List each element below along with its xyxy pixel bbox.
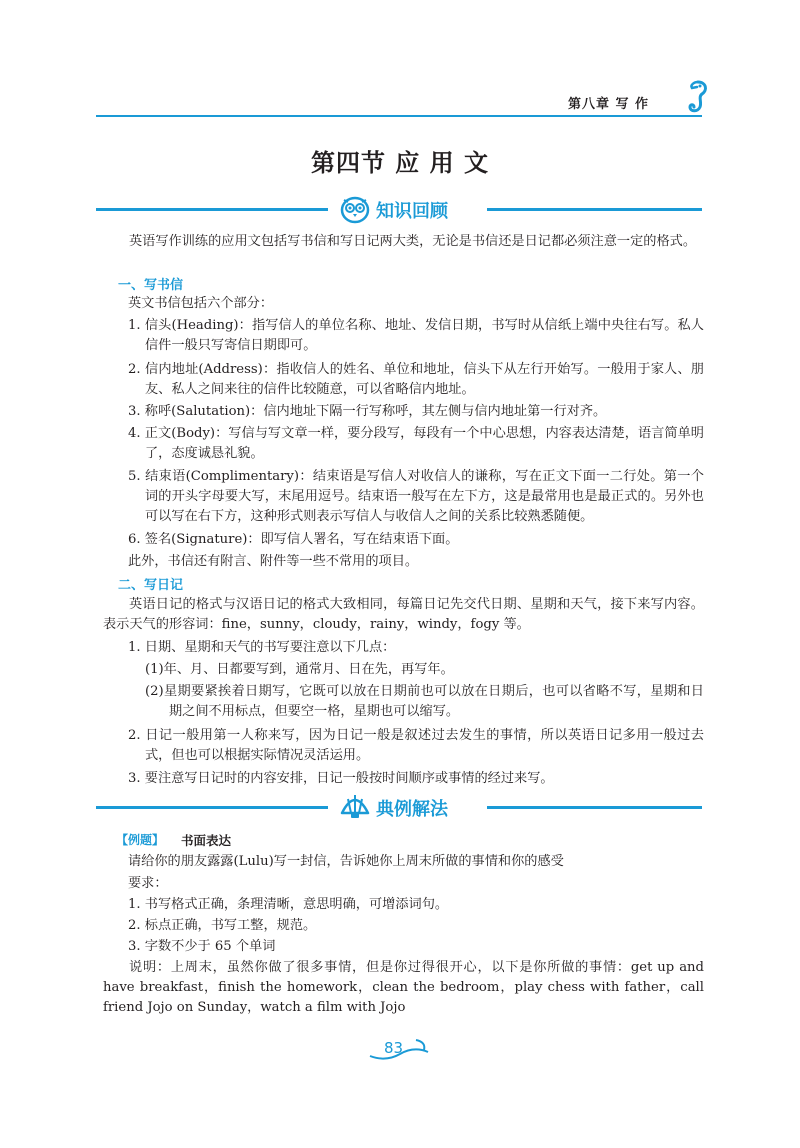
chapter-label: 第八章 写 作 [568,97,650,112]
banner-title-examples: 典例解法 [376,799,448,820]
letters-note: 此外，书信还有附言、附件等一些不常用的项目。 [128,554,419,569]
diary-lead: 英语日记的格式与汉语日记的格式大致相同，每篇日记先交代日期、星期和天气，接下来写内容。表示天气的形容词：fine，sunny，cloudy，rainy，windy，fogy 等。 [103,597,704,632]
letters-heading: 一、写书信 [118,278,184,293]
letters-item-4: 4. 正文(Body)：写信与写文章一样，要分段写，每段有一个中心思想，内容表达清楚，语言简单明了，态度诚恳礼貌。 [128,426,704,461]
letters-item-6: 6. 签名(Signature)：即写信人署名，写在结束语下面。 [128,532,459,547]
example-prompt: 请给你的朋友露露(Lulu)写一封信，告诉她你上周末所做的事情和你的感受 [128,854,564,869]
example-requirement-3: 3. 字数不少于 65 个单词 [128,939,276,954]
banner-line-left [96,208,328,211]
header-rule [96,115,702,117]
diary-sub-1: (1)年、月、日都要写到，通常月、日在先，再写年。 [145,662,454,677]
shell-icon [339,791,371,821]
banner2-line-right [487,806,702,809]
diary-sub-2: (2)星期要紧挨着日期写，它既可以放在日期前也可以放在日期后，也可以省略不写，星期和日期之间不用标点，但要空一格，星期也可以缩写。 [145,684,704,719]
seahorse-icon [680,78,712,114]
owl-icon [339,194,371,224]
page-number: 83 [384,1039,404,1057]
diary-item-2: 2. 日记一般用第一人称来写，因为日记一般是叙述过去发生的事情，所以英语日记多用一般过去式，但也可以根据实际情况灵活运用。 [128,728,704,763]
banner2-line-left [96,806,328,809]
banner-title-review: 知识回顾 [376,201,448,222]
example-tag: 【例题】 [116,833,165,847]
example-requirement-2: 2. 标点正确，书写工整，规范。 [128,918,317,933]
letters-item-2: 2. 信内地址(Address)：指收信人的姓名、单位和地址，信头下从左行开始写。一般用于家人、朋友、私人之间来往的信件比较随意，可以省略信内地址。 [128,362,704,397]
section-title: 第四节 应 用 文 [310,149,490,177]
letters-item-1: 1. 信头(Heading)：指写信人的单位名称、地址、发信日期，书写时从信纸上端中央往右写。私人信件一般只写寄信日期即可。 [128,318,704,353]
diary-item-1: 1. 日期、星期和天气的书写要注意以下几点： [128,640,396,655]
diary-item-3: 3. 要注意写日记时的内容安排，日记一般按时间顺序或事情的经过来写。 [128,771,554,786]
letters-lead: 英文书信包括六个部分： [128,296,274,311]
example-note: 说明：上周末，虽然你做了很多事情，但是你过得很开心，以下是你所做的事情：get up and have breakfast，finish the homework，clean the bedroom，play chess with father，call friend Jojo on Sunday，watch a film with Jojo [103,960,704,1015]
diary-heading: 二、写日记 [118,578,184,593]
intro-paragraph: 英语写作训练的应用文包括写书信和写日记两大类，无论是书信还是日记都必须注意一定的格式。 [129,234,697,249]
example-requirement-1: 1. 书写格式正确，条理清晰，意思明确，可增添词句。 [128,897,449,912]
example-requirements-label: 要求： [128,876,168,891]
example-type: 书面表达 [181,833,232,848]
letters-item-3: 3. 称呼(Salutation)：信内地址下隔一行写称呼，其左侧与信内地址第一行对齐。 [128,404,607,419]
banner-line-right [487,208,702,211]
letters-item-5: 5. 结束语(Complimentary)：结束语是写信人对收信人的谦称，写在正文下面一二行处。第一个词的开头字母要大写，末尾用逗号。结束语一般写在左下方，这是最常用也是最正式的。另外也可以写在右下方，这种形式则表示写信人与收信人之间的关系比较熟悉随便。 [128,469,704,524]
